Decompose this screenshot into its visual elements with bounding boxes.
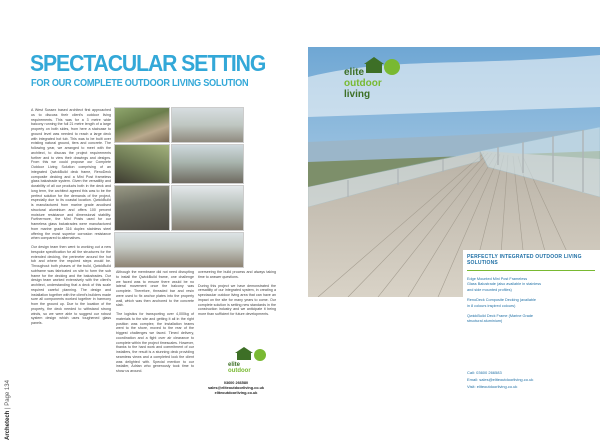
- panel-item: RenoDeck Composite Decking (available: [467, 298, 537, 303]
- glass-balustrade-photo: [171, 144, 244, 184]
- body-paragraph: overseeing the build process and always taking time to answer questions.: [198, 270, 276, 279]
- panel-item: QwickBuild Deck Frame (Marine Grade: [467, 314, 534, 319]
- panel-divider: [467, 270, 595, 271]
- side-page-number: Page 134: [5, 380, 11, 406]
- mid-web: eliteoutdoorliving.co.uk: [214, 391, 258, 395]
- panel-title: PERFECTLY INTEGRATED OUTDOOR LIVING SOLUTIONS: [467, 254, 582, 267]
- brand-line3-large: living: [344, 89, 371, 99]
- mid-email: sales@eliteoutdoorliving.co.uk: [207, 386, 265, 390]
- brand-logo-mark: [340, 55, 430, 99]
- middle-text-column: [116, 270, 194, 424]
- subframe-photo: [114, 185, 170, 231]
- left-text-column: [31, 108, 111, 424]
- frame-photo: [114, 144, 170, 184]
- body-paragraph: During this project we have demonstrated the versatility of our integrated system, in creating a spectacular outdoor living area that can have an impact on the site for many years to come. Our complete solution is setting new standards in the construction industry and we anticipate it being more than sufficient for future developments.: [198, 283, 276, 316]
- panel-item: structural aluminium): [467, 319, 503, 324]
- panel-item: Glass Balustrade (also available in stainless: [467, 282, 542, 287]
- panel-item: in 8 colours inspired colours): [467, 303, 516, 308]
- brand-line1-large: elite: [344, 67, 365, 78]
- deck-photo: [171, 107, 244, 143]
- subheadline: FOR OUR COMPLETE OUTDOOR LIVING SOLUTION: [31, 78, 249, 89]
- side-brand: Archetech: [5, 410, 11, 440]
- headline: SPECTACULAR SETTING: [30, 50, 266, 76]
- completed-deck-photo: [114, 232, 244, 268]
- body-paragraph: The logistics for transporting over 4,000kg of materials to the site and getting it all in the right position was complex; the installation teams went to the shore, moved to the rear of the biggest challenges we faced. Timed delivery, coordination and a fight over air clearance to complete within the project timescales. However, thanks to the hard work and commitment of our installers, the result is a stunning deck providing seamless views and a completed look the client was delighted with. Special mention to our installer, Adrian who generously took time to show us around.: [116, 312, 194, 373]
- brand-logo: [340, 55, 430, 104]
- right-text-column: [198, 270, 276, 338]
- brand-logo-small-mark: [225, 346, 285, 376]
- brand-line2: outdoor: [228, 368, 251, 374]
- brand-line2-large: outdoor: [344, 78, 382, 89]
- mid-contact-block: [206, 381, 266, 396]
- body-paragraph: A West Sussex based architect first approached us to discuss their client's outdoor living requirements. This was for a 3 metre wide balcony running the full 21 metre length of a large property on both sides, from here a staircase to ground level was needed to reach a large deck with integrated hot tub. This was to be built over existing natural ground, tiers and concrete. The following year, we arranged to meet with the architect, to discuss the project requirements further and to view their drawings and designs. From this we could propose our Complete Outdoor Living Solution comprising of an integrated QwickBuild deck frame, RenoDeck composite decking and a Mini Post frameless glass balustrade system. Given the versatility and durability of all our products both in the deck and long term, the architect agreed this was to be the perfect solution for the demands of the project, especially due to its coastal location. QwickBuild is manufactured from marine grade anodised structural aluminium and offers 100 percent moisture resistance and dimensional stability. Furthermore, the Mini Posts used for our frameless glass balustrades were manufactured from marine grade 316 duplex stainless steel offering the most superior corrosion resistance when compared to alternatives.: [31, 108, 111, 241]
- panel-item: and side mounted profiles): [467, 287, 512, 292]
- body-paragraph: Our design team then went to working out a new bespoke specification for all the structures for the extended decking, the perimeter around the hot tub and where the required steps would be. Throughout both phases of the build, QwickBuild subframe was fabricated on site to form the sub frame for the decking and the balustrades. Our design team worked extensively with the client's architect, understanding that a deck of this scale required careful planning. The design and installation together with the client's builders made sure all components worked together in harmony from the ground up. Due to the location of the property, the deck needed to withstand strong winds, so we were able to suggest our robust system design which uses toughened glass panels.: [31, 245, 111, 325]
- product-info-panel: [463, 250, 600, 424]
- panel-item: Edge Mounted Mini Post Frameless: [467, 277, 528, 281]
- deck-construction-photo: [114, 107, 170, 143]
- panel-contact: [467, 369, 595, 391]
- decking-boards-photo: [171, 185, 244, 231]
- panel-call: Call: 03600 266583: [467, 370, 502, 375]
- body-paragraph: Although the membrane did not need disrupting to install the QwickBuild frame, one challenge we faced was to ensure there would be no lateral movement once the balcony was complete. Therefore, threaded bar and resin were used to fix anchor plates into the property wall, which was then anchored to the concrete slab.: [116, 270, 194, 308]
- mid-phone: 03600 266580: [223, 381, 249, 385]
- panel-product-list: [467, 277, 595, 325]
- panel-email: Email: sales@eliteoutdoorliving.co.uk: [467, 377, 534, 383]
- panel-visit: Visit: eliteoutdoorliving.co.uk: [467, 384, 518, 390]
- side-page-label: Archetech | Page 134: [5, 380, 11, 440]
- brand-line1: elite: [228, 362, 241, 368]
- brand-logo-small: [225, 346, 285, 381]
